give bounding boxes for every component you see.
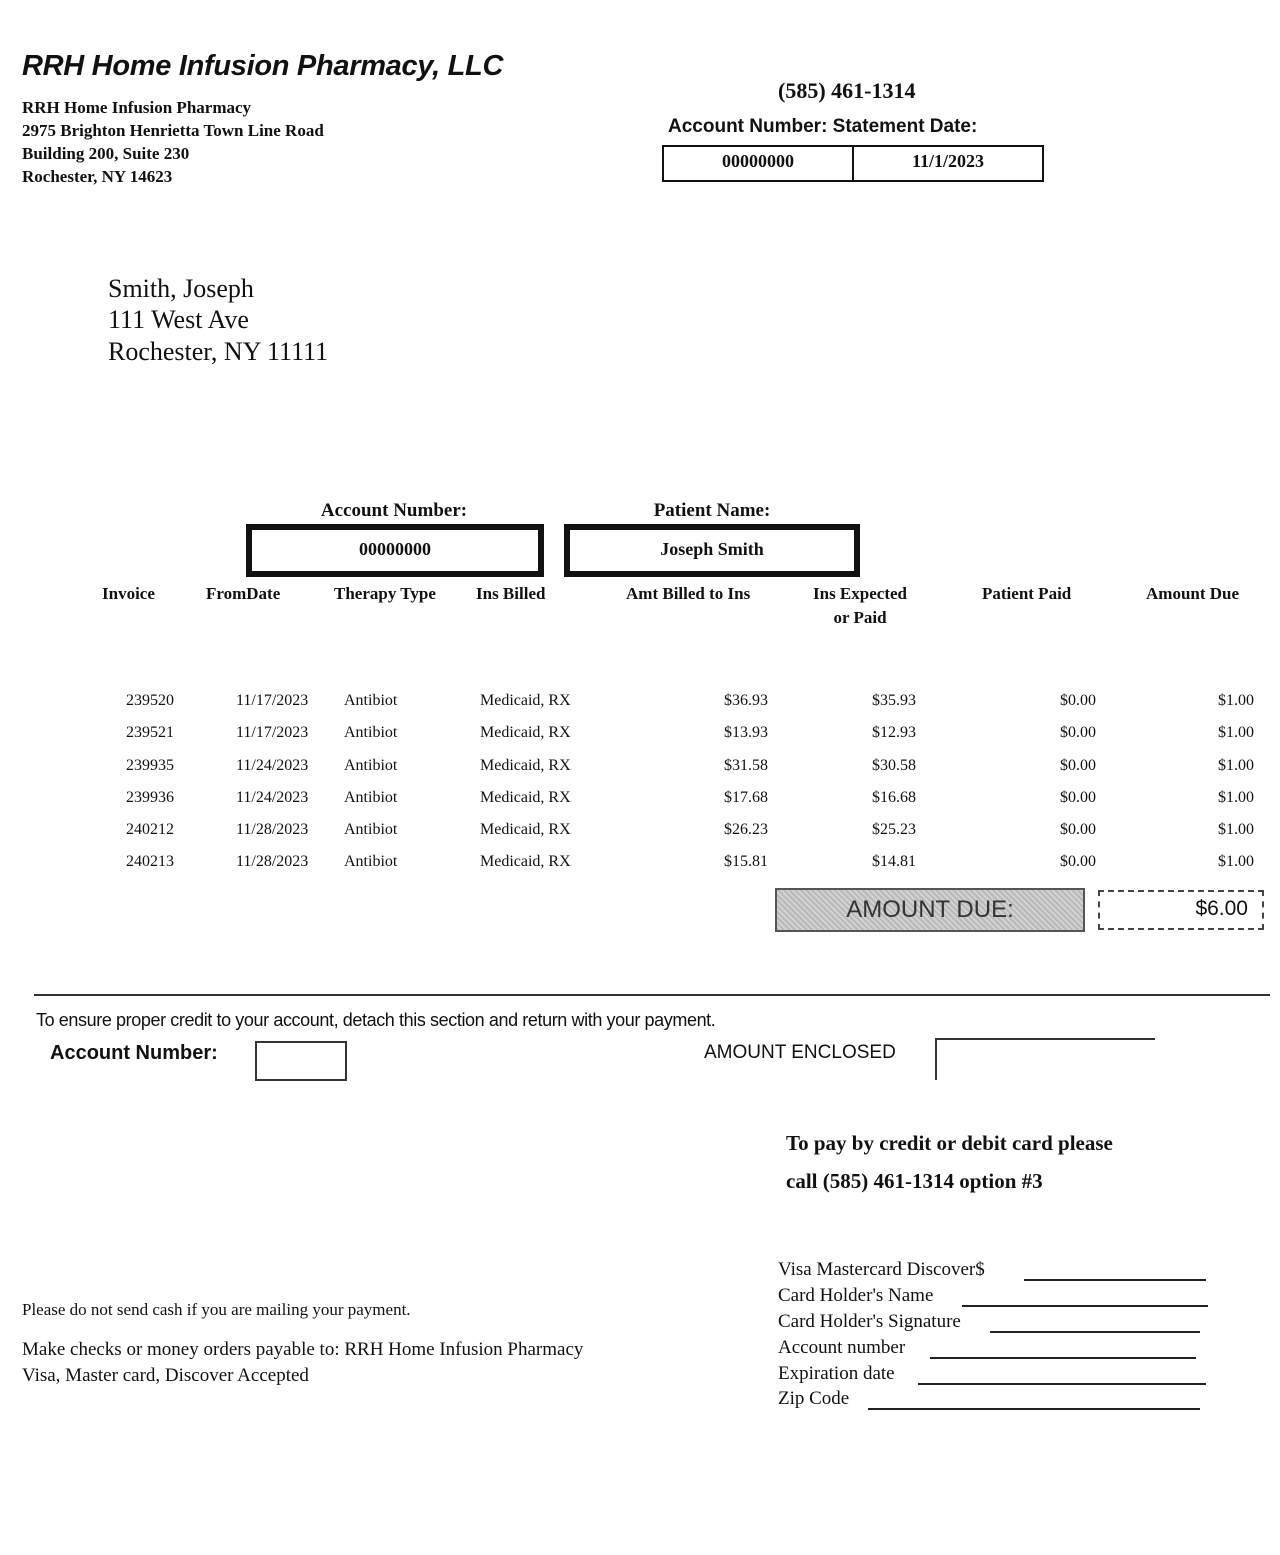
cell-ins-billed: Medicaid, RX (480, 821, 571, 838)
holder-signature-line[interactable] (990, 1331, 1200, 1333)
patient-name-box: Joseph Smith (564, 524, 860, 577)
account-number-box: 00000000 (246, 524, 544, 577)
cell-patient-paid: $0.00 (1060, 724, 1096, 741)
table-row (0, 789, 1280, 821)
note-no-cash: Please do not send cash if you are mailing your payment. (22, 1300, 411, 1319)
cell-amount-due: $1.00 (1218, 692, 1254, 709)
table-row (0, 853, 1280, 885)
company-address-line: RRH Home Infusion Pharmacy (22, 98, 252, 117)
cell-ins-billed: Medicaid, RX (480, 757, 571, 774)
account-number-label: Account Number: (320, 500, 468, 521)
cell-amount-due: $1.00 (1218, 757, 1254, 774)
cell-amt-billed: $31.58 (724, 757, 768, 774)
cell-ins-expected: $16.68 (872, 789, 916, 806)
cell-ins-expected: $30.58 (872, 757, 916, 774)
cell-ins-expected: $35.93 (872, 692, 916, 709)
card-type-line[interactable] (1024, 1279, 1206, 1281)
cell-patient-paid: $0.00 (1060, 692, 1096, 709)
cell-therapy: Antibiot (344, 821, 398, 838)
col-header-ins-expected: Ins Expected (813, 584, 907, 603)
expiration-line[interactable] (918, 1383, 1206, 1385)
cell-invoice: 239935 (126, 757, 174, 774)
col-header-invoice: Invoice (102, 584, 155, 603)
cell-therapy: Antibiot (344, 757, 398, 774)
cell-invoice: 240213 (126, 853, 174, 870)
amount-due-total: $6.00 (1098, 890, 1264, 930)
card-field-label: Visa Mastercard Discover$ (778, 1259, 985, 1280)
card-field-card-type (778, 1259, 985, 1281)
cell-therapy: Antibiot (344, 789, 398, 806)
company-address-line: Building 200, Suite 230 (22, 144, 190, 163)
cell-ins-billed: Medicaid, RX (480, 724, 571, 741)
cell-amt-billed: $36.93 (724, 692, 768, 709)
table-row (0, 724, 1280, 756)
card-field-label: Account number (778, 1337, 906, 1358)
card-field-label: Card Holder's Name (778, 1285, 934, 1306)
amount-enclosed-input[interactable] (935, 1038, 1155, 1080)
cell-amount-due: $1.00 (1218, 724, 1254, 741)
cell-patient-paid: $0.00 (1060, 757, 1096, 774)
remit-instruction: To ensure proper credit to your account, detach this section and return with your payment. (36, 1010, 716, 1030)
col-header-therapy-type: Therapy Type (334, 584, 436, 603)
cell-therapy: Antibiot (344, 724, 398, 741)
cell-ins-billed: Medicaid, RX (480, 789, 571, 806)
cell-from-date: 11/28/2023 (236, 821, 309, 838)
cell-invoice: 239521 (126, 724, 174, 741)
col-header-patient-paid: Patient Paid (982, 584, 1072, 603)
cell-amt-billed: $26.23 (724, 821, 768, 838)
cell-patient-paid: $0.00 (1060, 789, 1096, 806)
cell-amount-due: $1.00 (1218, 821, 1254, 838)
col-header-ins-billed: Ins Billed (476, 584, 546, 603)
cell-from-date: 11/17/2023 (236, 724, 309, 741)
cell-amount-due: $1.00 (1218, 789, 1254, 806)
col-header-ins-expected-line2: or Paid (833, 608, 887, 627)
recipient-city: Rochester, NY 11111 (108, 337, 329, 366)
col-header-amt-billed: Amt Billed to Ins (626, 584, 751, 603)
amount-due-label: AMOUNT DUE: (775, 888, 1085, 932)
patient-name-label: Patient Name: (653, 500, 771, 521)
cell-patient-paid: $0.00 (1060, 821, 1096, 838)
table-row (0, 821, 1280, 853)
pay-instruction-line2: call (585) 461-1314 option #3 (786, 1169, 1043, 1193)
statement-date: 11/1/2023 (852, 145, 1044, 182)
cell-from-date: 11/17/2023 (236, 692, 309, 709)
cell-amt-billed: $13.93 (724, 724, 768, 741)
table-row (0, 692, 1280, 724)
card-field-holder-name (778, 1285, 933, 1307)
pay-instruction-line1: To pay by credit or debit card please (786, 1131, 1113, 1155)
cell-invoice: 240212 (126, 821, 174, 838)
card-field-expiration (778, 1363, 895, 1385)
remit-account-number-input[interactable] (255, 1041, 347, 1081)
cell-invoice: 239520 (126, 692, 174, 709)
detach-divider (34, 994, 1270, 996)
amount-enclosed-label: AMOUNT ENCLOSED (704, 1042, 896, 1063)
card-account-number-line[interactable] (930, 1357, 1196, 1359)
cell-ins-expected: $12.93 (872, 724, 916, 741)
col-header-from-date: FromDate (206, 584, 281, 603)
company-address-line: 2975 Brighton Henrietta Town Line Road (22, 121, 324, 140)
cell-ins-billed: Medicaid, RX (480, 853, 571, 870)
cell-invoice: 239936 (126, 789, 174, 806)
company-title: RRH Home Infusion Pharmacy, LLC (22, 50, 504, 82)
holder-name-line[interactable] (962, 1305, 1208, 1307)
cell-from-date: 11/24/2023 (236, 757, 309, 774)
account-statement-labels: Account Number: Statement Date: (668, 116, 978, 137)
header-account-number: 00000000 (662, 145, 854, 182)
recipient-street: 111 West Ave (108, 305, 249, 334)
cell-therapy: Antibiot (344, 692, 398, 709)
zip-line[interactable] (868, 1408, 1200, 1410)
cell-therapy: Antibiot (344, 853, 398, 870)
note-checks-payable: Make checks or money orders payable to: RRH Home Infusion Pharmacy (22, 1339, 584, 1360)
table-row (0, 757, 1280, 789)
cell-amt-billed: $17.68 (724, 789, 768, 806)
col-header-amount-due: Amount Due (1146, 584, 1240, 603)
company-phone: (585) 461-1314 (778, 78, 916, 103)
card-field-label: Card Holder's Signature (778, 1311, 961, 1332)
cell-ins-expected: $25.23 (872, 821, 916, 838)
card-field-label: Expiration date (778, 1363, 895, 1384)
card-field-account-number (778, 1337, 905, 1359)
cell-amt-billed: $15.81 (724, 853, 768, 870)
note-cards-accepted: Visa, Master card, Discover Accepted (22, 1365, 309, 1386)
cell-from-date: 11/28/2023 (236, 853, 309, 870)
card-field-label: Zip Code (778, 1388, 850, 1409)
card-field-holder-signature (778, 1311, 961, 1333)
cell-ins-expected: $14.81 (872, 853, 916, 870)
recipient-name: Smith, Joseph (108, 274, 254, 303)
cell-from-date: 11/24/2023 (236, 789, 309, 806)
cell-patient-paid: $0.00 (1060, 853, 1096, 870)
cell-ins-billed: Medicaid, RX (480, 692, 571, 709)
card-field-zip (778, 1388, 849, 1410)
remit-account-label: Account Number: (50, 1042, 218, 1064)
cell-amount-due: $1.00 (1218, 853, 1254, 870)
company-address-line: Rochester, NY 14623 (22, 167, 173, 186)
